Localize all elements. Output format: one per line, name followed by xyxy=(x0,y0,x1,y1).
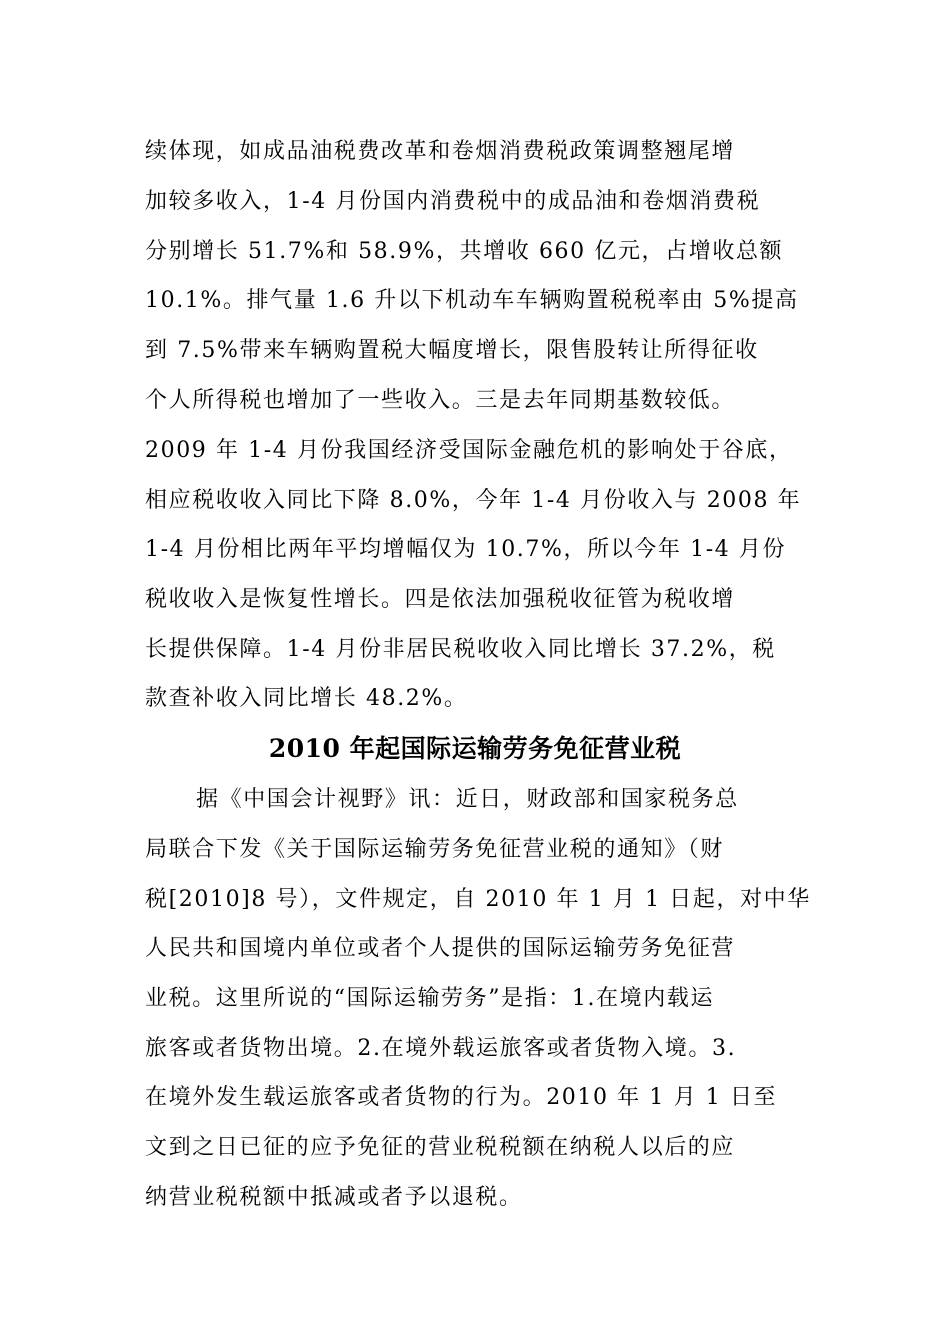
article1-line-4: 10.1%。排气量 1.6 升以下机动车车辆购置税税率由 5%提高 xyxy=(145,288,799,313)
article2-line-7: 在境外发生载运旅客或者货物的行为。2010 年 1 月 1 日至 xyxy=(145,1085,778,1110)
article1-line-10: 税收收入是恢复性增长。四是依法加强税收征管为税收增 xyxy=(145,587,736,612)
article1-line-11: 长提供保障。1-4 月份非居民税收收入同比增长 37.2%，税 xyxy=(145,637,776,662)
article2-line-8: 文到之日已征的应予免征的营业税税额在纳税人以后的应 xyxy=(145,1135,736,1160)
article1-line-9: 1-4 月份相比两年平均增幅仅为 10.7%，所以今年 1-4 月份 xyxy=(145,537,787,562)
article1-line-12: 款查补收入同比增长 48.2%。 xyxy=(145,686,468,711)
article2-line-5: 业税。这里所说的“国际运输劳务”是指：1.在境内载运 xyxy=(145,986,715,1011)
article1-line-1: 续体现，如成品油税费改革和卷烟消费税政策调整翘尾增 xyxy=(145,139,736,164)
article2-line-1: 据《中国会计视野》讯：近日，财政部和国家税务总 xyxy=(196,787,739,812)
article1-line-2: 加较多收入，1-4 月份国内消费税中的成品油和卷烟消费税 xyxy=(145,189,761,214)
article1-line-6: 个人所得税也增加了一些收入。三是去年同期基数较低。 xyxy=(145,388,736,413)
article2-line-6: 旅客或者货物出境。2.在境外载运旅客或者货物入境。3. xyxy=(145,1036,737,1061)
article2-line-2: 局联合下发《关于国际运输劳务免征营业税的通知》（财 xyxy=(145,837,725,862)
article2-line-9: 纳营业税税额中抵减或者予以退税。 xyxy=(145,1185,523,1210)
article2-line-3: 税[2010]8 号），文件规定，自 2010 年 1 月 1 日起，对中华 xyxy=(145,887,811,912)
article1-line-3: 分别增长 51.7%和 58.9%，共增收 660 亿元，占增收总额 xyxy=(145,239,784,264)
article2-line-4: 人民共和国境内单位或者个人提供的国际运输劳务免征营 xyxy=(145,936,736,961)
article1-line-8: 相应税收收入同比下降 8.0%，今年 1-4 月份收入与 2008 年 xyxy=(145,488,802,513)
article1-line-7: 2009 年 1-4 月份我国经济受国际金融危机的影响处于谷底， xyxy=(145,438,793,463)
article1-line-5: 到 7.5%带来车辆购置税大幅度增长，限售股转让所得征收 xyxy=(145,338,759,363)
article2-title: 2010 年起国际运输劳务免征营业税 xyxy=(268,734,682,763)
